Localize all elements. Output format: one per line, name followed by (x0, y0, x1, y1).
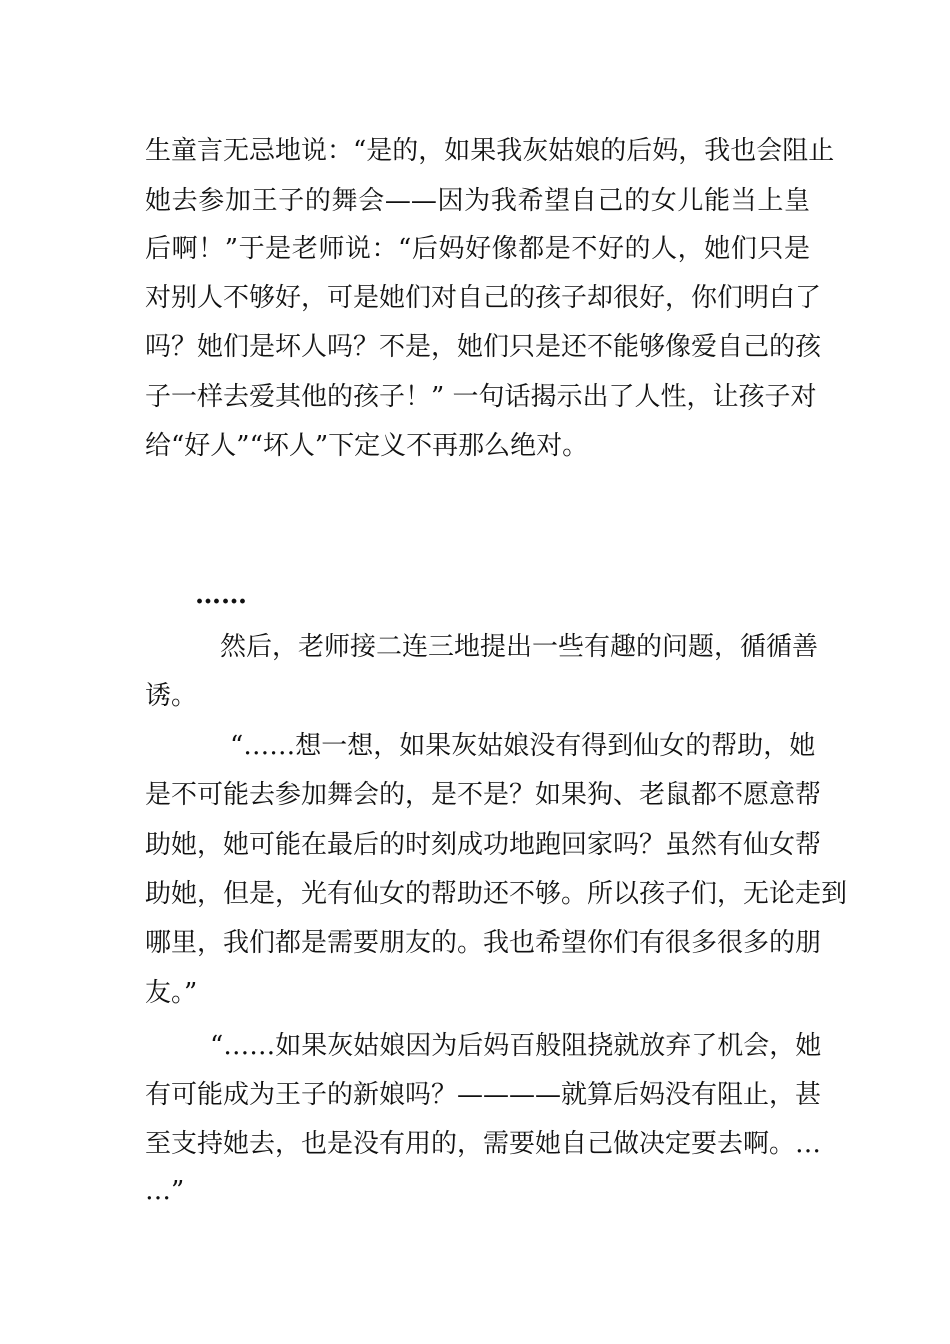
paragraph-4-line-3: 助她，她可能在最后的时刻成功地跑回家吗？虽然有仙女帮 (145, 830, 822, 860)
paragraph-3-line-1: 然后，老师接二连三地提出一些有趣的问题，循循善 (220, 632, 819, 662)
paragraph-1-line-1: 生童言无忌地说：“是的，如果我灰姑娘的后妈，我也会阻止 (145, 136, 835, 166)
paragraph-4-line-4: 助她，但是，光有仙女的帮助还不够。所以孩子们，无论走到 (145, 879, 848, 909)
paragraph-4-line-1: “……想一想，如果灰姑娘没有得到仙女的帮助，她 (230, 731, 816, 761)
paragraph-1-line-4: 对别人不够好，可是她们对自己的孩子却很好，你们明白了 (145, 283, 822, 313)
paragraph-1-line-3: 后啊！”于是老师说：“后妈好像都是不好的人，她们只是 (145, 234, 810, 264)
paragraph-5-line-2: 有可能成为王子的新娘吗？————就算后妈没有阻止，甚 (145, 1080, 822, 1110)
paragraph-3-line-2: 诱。 (145, 681, 198, 711)
paragraph-5-line-4: …” (145, 1176, 185, 1206)
paragraph-1-line-5: 吗？她们是坏人吗？不是，她们只是还不能够像爱自己的孩 (145, 332, 822, 362)
paragraph-4-line-5: 哪里，我们都是需要朋友的。我也希望你们有很多很多的朋 (145, 928, 822, 958)
paragraph-5-line-1: “……如果灰姑娘因为后妈百般阻挠就放弃了机会，她 (210, 1031, 822, 1061)
paragraph-1-line-6: 子一样去爱其他的孩子！” 一句话揭示出了人性，让孩子对 (145, 382, 817, 412)
paragraph-4-line-6: 友。” (145, 978, 198, 1008)
paragraph-1-line-2: 她去参加王子的舞会——因为我希望自己的女儿能当上皇 (145, 186, 810, 216)
paragraph-5-line-3: 至支持她去，也是没有用的，需要她自己做决定要去啊。… (145, 1129, 822, 1159)
paragraph-4-line-2: 是不可能去参加舞会的，是不是？如果狗、老鼠都不愿意帮 (145, 780, 822, 810)
paragraph-1-line-7: 给“好人”“坏人”下定义不再那么绝对。 (145, 431, 589, 461)
ellipsis-line: …… (195, 580, 247, 610)
